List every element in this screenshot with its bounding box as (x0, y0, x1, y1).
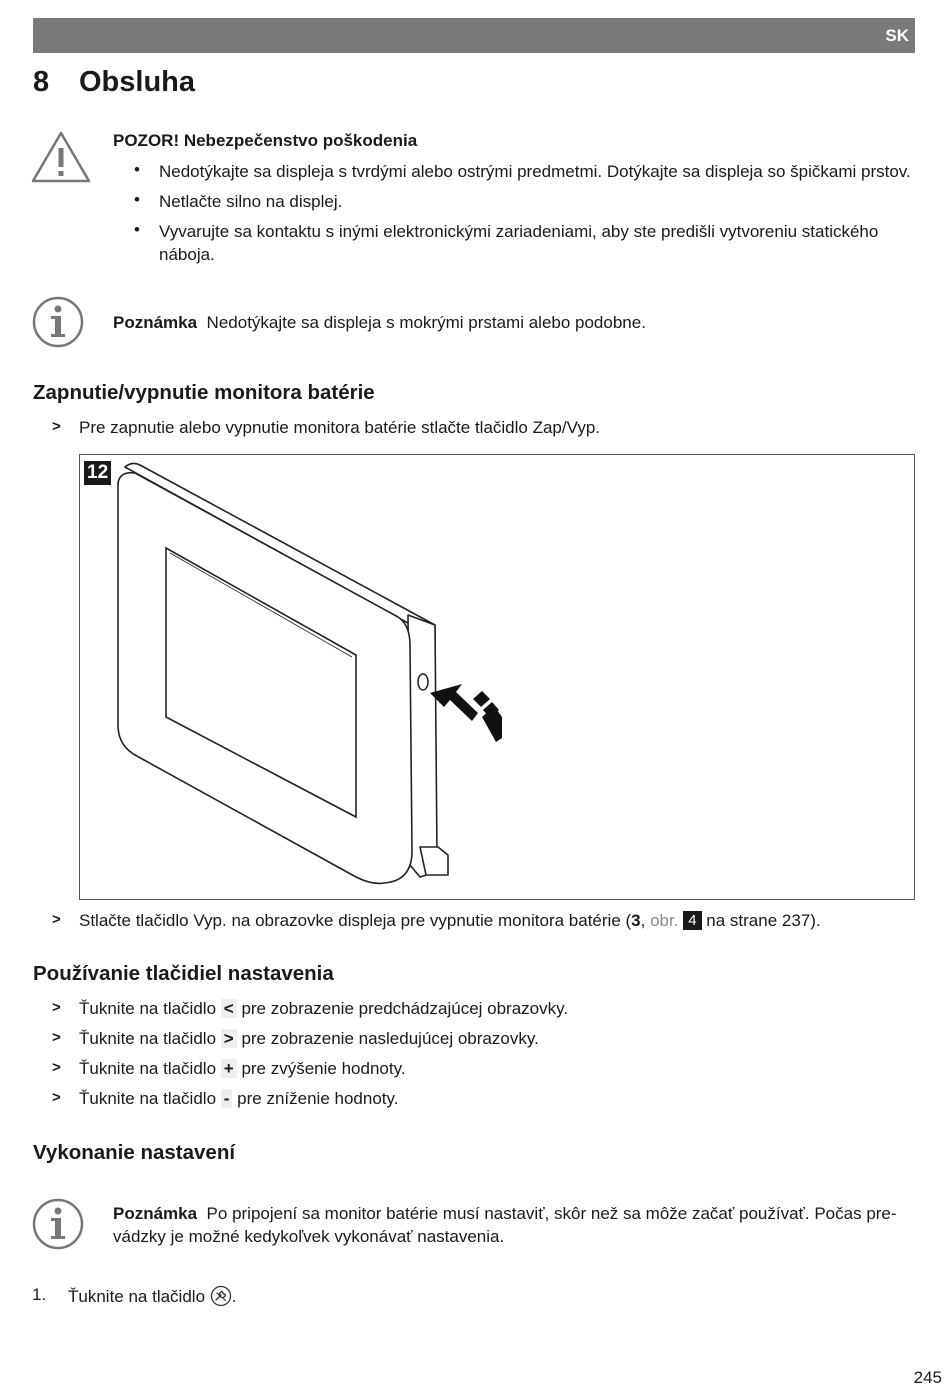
ref-number: 3 (631, 911, 641, 930)
step-settings (68, 1285, 237, 1308)
item-text: Ťuknite na tlačidlo (79, 1089, 217, 1108)
item-text: pre zobrazenie nasledujúcej obrazovky. (241, 1029, 539, 1048)
item-text: Ťuknite na tlačidlo (79, 1029, 217, 1048)
item-text: Ťuknite na tlačidlo (79, 999, 217, 1018)
bullet: • (134, 160, 140, 179)
warning-item: Netlačte silno na displej. (159, 192, 343, 211)
section-title (33, 66, 195, 99)
step-number: 1. (32, 1285, 47, 1304)
key-forward: > (221, 1029, 237, 1048)
page-number: 245 (913, 1368, 942, 1387)
section-title-text: Obsluha (79, 66, 196, 98)
step-arrow: > (52, 1089, 61, 1106)
warning-item-continuation: náboja. (159, 245, 215, 264)
figure-label: 12 (84, 461, 111, 485)
step-arrow: > (52, 999, 61, 1016)
item-text: pre zvýšenie hodnoty. (241, 1059, 406, 1078)
heading-settings: Vykonanie nastavení (33, 1141, 236, 1164)
bullet: • (134, 190, 140, 209)
item-text: Ťuknite na tlačidlo (79, 1059, 217, 1078)
language-code: SK (885, 26, 909, 45)
device-illustration (80, 455, 914, 899)
step-arrow: > (52, 911, 61, 928)
button-item (79, 1087, 398, 1110)
step-arrow: > (52, 418, 61, 435)
info-circle-icon (32, 1198, 84, 1250)
note-text: Nedotýkajte sa displeja s mokrými prstami alebo podobne. (206, 313, 646, 332)
item-text: pre zníženie hodnoty. (237, 1089, 399, 1108)
step-text-part: Stlačte tlačidlo Vyp. na obrazovke displeja pre vypnutie monitora batérie ( (79, 911, 632, 930)
warning-item: Nedotýkajte sa displeja s tvrdými alebo ostrými predmetmi. Dotýkajte sa displeja so špičkami prstov. (159, 162, 911, 181)
language-bar (33, 18, 915, 53)
item-text: pre zobrazenie predchádzajúcej obrazovky. (241, 999, 569, 1018)
ref-separator: , (640, 911, 651, 930)
warning-title: POZOR! Nebezpečenstvo poškodenia (113, 131, 418, 150)
note-label: Poznámka (113, 1204, 198, 1223)
key-minus: - (221, 1089, 233, 1108)
heading-buttons: Používanie tlačidiel nastavenia (33, 962, 334, 985)
info-circle-icon (32, 296, 84, 348)
button-item (79, 997, 568, 1020)
figure-ref-badge: 4 (683, 911, 701, 930)
button-item (79, 1057, 406, 1080)
note-text: vádzky je možné kedykoľvek vykonávať nastavenia. (113, 1227, 505, 1246)
step-text: Ťuknite na tlačidlo (68, 1287, 206, 1306)
key-plus: + (221, 1059, 237, 1078)
step-text: Pre zapnutie alebo vypnutie monitora batérie stlačte tlačidlo Zap/Vyp. (79, 418, 600, 437)
warning-item: Vyvarujte sa kontaktu s inými elektronickými zariadeniami, aby ste predišli vytvoreniu statického (159, 222, 879, 241)
button-item (79, 1027, 539, 1050)
fig-link[interactable]: obr. (650, 911, 679, 930)
step-arrow: > (52, 1059, 61, 1076)
note-1 (113, 311, 646, 334)
step-end: . (231, 1287, 237, 1306)
bullet: • (134, 220, 140, 239)
note-label: Poznámka (113, 313, 198, 332)
note-2 (113, 1202, 903, 1248)
section-number: 8 (33, 66, 50, 98)
note-text: Po pripojení sa monitor batérie musí nastaviť, skôr než sa môže začať používať. Počas pre- (206, 1204, 897, 1223)
step-text-part: na strane 237). (706, 911, 821, 930)
wrench-settings-icon[interactable] (210, 1285, 232, 1307)
step-arrow: > (52, 1029, 61, 1046)
warning-triangle-icon (31, 131, 91, 183)
step-text-off (79, 909, 821, 932)
key-back: < (221, 999, 237, 1018)
heading-on-off: Zapnutie/vypnutie monitora batérie (33, 381, 375, 404)
